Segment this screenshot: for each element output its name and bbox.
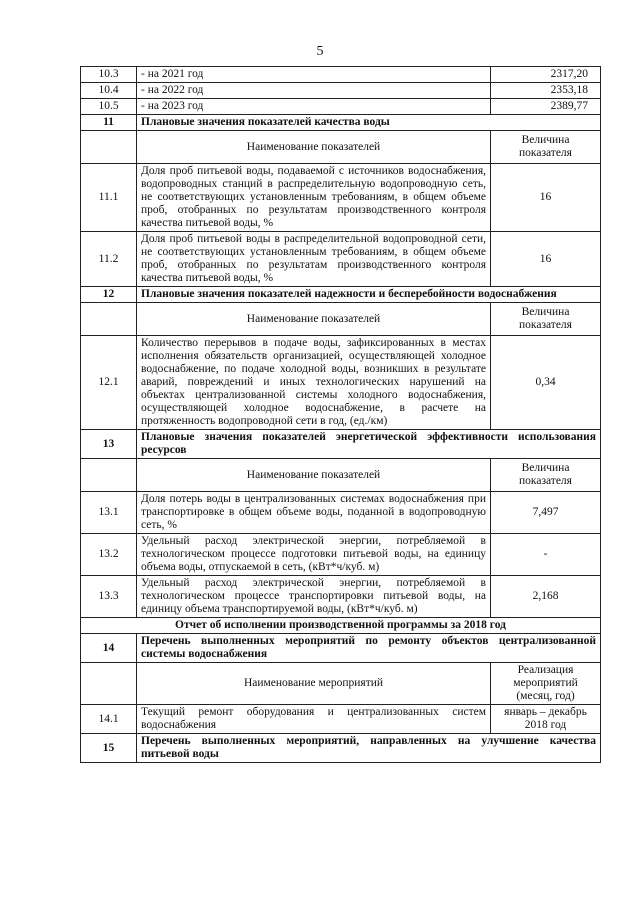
section-title: Плановые значения показателей надежности и бесперебойности водоснабжения xyxy=(137,287,601,303)
table-row xyxy=(81,164,601,232)
row-text: - на 2021 год xyxy=(137,67,491,83)
column-header-name: Наименование показателей xyxy=(137,459,491,492)
table-row xyxy=(81,67,601,83)
column-header-name: Наименование показателей xyxy=(137,131,491,164)
row-number: 14.1 xyxy=(81,705,137,734)
section-number: 13 xyxy=(81,430,137,459)
section-row xyxy=(81,634,601,663)
row-value: 2353,18 xyxy=(491,83,601,99)
table-row xyxy=(81,99,601,115)
row-text: Удельный расход электрической энергии, потребляемой в технологическом процессе транспортировки питьевой воды, на единицу объема транспортируемой воды, (кВт*ч/куб. м) xyxy=(137,576,491,618)
row-number: 13.3 xyxy=(81,576,137,618)
column-header-value: Величина показателя xyxy=(491,131,601,164)
row-number: 13.1 xyxy=(81,492,137,534)
row-text: Доля потерь воды в централизованных системах водоснабжения при транспортировке в общем объеме воды, поданной в водопроводную сеть, % xyxy=(137,492,491,534)
section-row xyxy=(81,734,601,763)
section-row xyxy=(81,430,601,459)
row-value: - xyxy=(491,534,601,576)
table-row xyxy=(81,576,601,618)
empty-cell xyxy=(81,459,137,492)
row-value: 2389,77 xyxy=(491,99,601,115)
table-row xyxy=(81,534,601,576)
section-row xyxy=(81,287,601,303)
table-row xyxy=(81,705,601,734)
row-text: - на 2022 год xyxy=(137,83,491,99)
row-text: Удельный расход электрической энергии, потребляемой в технологическом процессе подготовки питьевой воды, на единицу объема воды, отпускаемой в сеть, (кВт*ч/куб. м) xyxy=(137,534,491,576)
row-number: 10.4 xyxy=(81,83,137,99)
header-row xyxy=(81,663,601,705)
row-value: 2,168 xyxy=(491,576,601,618)
row-value: январь – декабрь 2018 год xyxy=(491,705,601,734)
column-header-value: Величина показателя xyxy=(491,303,601,336)
section-number: 15 xyxy=(81,734,137,763)
row-text: Количество перерывов в подаче воды, зафиксированных в местах исполнения обязательств организацией, осуществляющей холодное водоснабжение, по подаче холодной воды, возникших в результате аварий, повреждений и иных технологических нарушений на объектах централизованной системы холодного водоснабжения, осуществляющей холодное водоснабжение, в расчете на протяженность водопроводной сети в год, (ед./км) xyxy=(137,336,491,430)
empty-cell xyxy=(81,303,137,336)
row-text: - на 2023 год xyxy=(137,99,491,115)
row-value: 16 xyxy=(491,164,601,232)
row-text: Доля проб питьевой воды, подаваемой с источников водоснабжения, водопроводных станций в распределительную водопроводную сеть, не соответствующих установленным требованиям, в общем объеме проб, отобранных по результатам производственного контроля качества питьевой воды, % xyxy=(137,164,491,232)
row-value: 2317,20 xyxy=(491,67,601,83)
table-row xyxy=(81,232,601,287)
row-value: 7,497 xyxy=(491,492,601,534)
table-row xyxy=(81,492,601,534)
row-value: 0,34 xyxy=(491,336,601,430)
header-row xyxy=(81,131,601,164)
row-value: 16 xyxy=(491,232,601,287)
row-number: 12.1 xyxy=(81,336,137,430)
section-row xyxy=(81,115,601,131)
page-number: 5 xyxy=(316,44,324,59)
section-title: Плановые значения показателей энергетической эффективности использования ресурсов xyxy=(137,430,601,459)
empty-cell xyxy=(81,663,137,705)
header-row xyxy=(81,459,601,492)
column-header-name: Наименование мероприятий xyxy=(137,663,491,705)
section-number: 12 xyxy=(81,287,137,303)
row-number: 11.2 xyxy=(81,232,137,287)
section-title: Перечень выполненных мероприятий, направленных на улучшение качества питьевой воды xyxy=(137,734,601,763)
table-row xyxy=(81,83,601,99)
empty-cell xyxy=(81,131,137,164)
table-row xyxy=(81,336,601,430)
row-text: Текущий ремонт оборудования и централизованных систем водоснабжения xyxy=(137,705,491,734)
column-header-value: Величина показателя xyxy=(491,459,601,492)
section-number: 11 xyxy=(81,115,137,131)
row-number: 10.5 xyxy=(81,99,137,115)
row-number: 13.2 xyxy=(81,534,137,576)
report-title-row xyxy=(81,618,601,634)
section-title: Перечень выполненных мероприятий по ремонту объектов централизованной системы водоснабжения xyxy=(137,634,601,663)
column-header-value: Реализация мероприятий (месяц, год) xyxy=(491,663,601,705)
section-title: Плановые значения показателей качества воды xyxy=(137,115,601,131)
column-header-name: Наименование показателей xyxy=(137,303,491,336)
row-number: 11.1 xyxy=(81,164,137,232)
report-title: Отчет об исполнении производственной программы за 2018 год xyxy=(81,618,601,634)
row-number: 10.3 xyxy=(81,67,137,83)
section-number: 14 xyxy=(81,634,137,663)
row-text: Доля проб питьевой воды в распределительной водопроводной сети, не соответствующих установленным требованиям, в общем объеме проб, отобранных по результатам производственного контроля качества питьевой воды, % xyxy=(137,232,491,287)
program-table xyxy=(80,66,601,763)
header-row xyxy=(81,303,601,336)
